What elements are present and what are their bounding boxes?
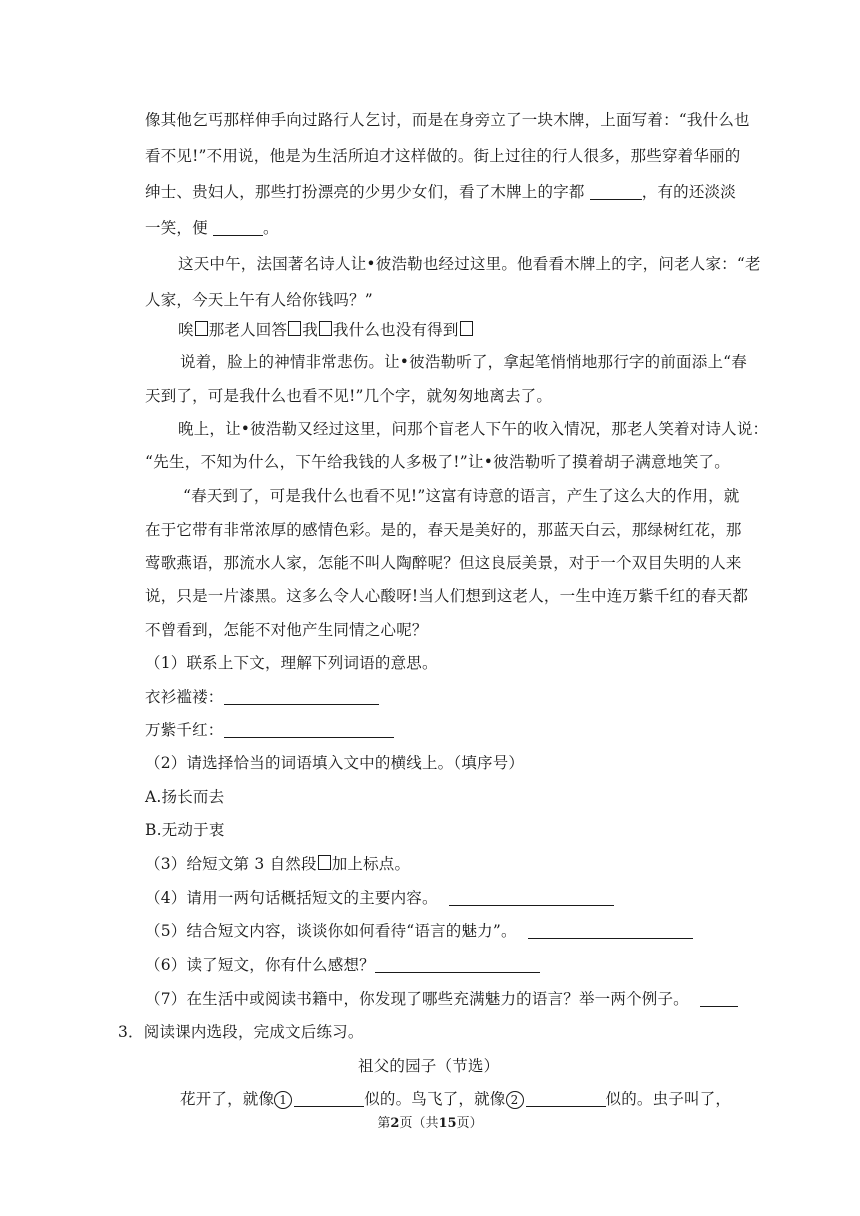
- answer-blank[interactable]: [449, 889, 614, 906]
- blank-2[interactable]: [213, 219, 263, 236]
- answer-blank[interactable]: [375, 956, 540, 973]
- passage-title: 祖父的园子（节选）: [358, 1057, 500, 1075]
- passage-line: 像其他乞丐那样伸手向过路行人乞讨，而是在身旁立了一块木牌，上面写着：“我什么也: [145, 111, 750, 129]
- passage-line: “春天到了，可是我什么也看不见!”这富有诗意的语言，产生了这么大的作用，就: [183, 487, 740, 505]
- answer-blank[interactable]: [700, 990, 738, 1007]
- passage-line: “先生，不知为什么，下午给我钱的人多极了!”让•彼浩勒听了摸着胡子满意地笑了。: [145, 453, 730, 471]
- word-2: 万紫千红：: [145, 720, 394, 740]
- passage-line: 看不见!”不用说，他是为生活所迫才这样做的。街上过往的行人很多，那些穿着华丽的: [145, 147, 741, 165]
- passage-line: 不曾看到，怎能不对他产生同情之心呢？: [145, 621, 428, 639]
- section-3-heading: 3．阅读课内选段，完成文后练习。: [118, 1023, 364, 1041]
- punctuation-box[interactable]: [195, 321, 208, 336]
- answer-blank[interactable]: [528, 922, 693, 939]
- passage-line: 一笑，便 。: [145, 219, 279, 237]
- question-7: （7）在生活中或阅读书籍中，你发现了哪些充满魅力的语言？举一两个例子。: [145, 989, 738, 1009]
- question-4: （4）请用一两句话概括短文的主要内容。: [145, 888, 614, 908]
- answer-blank[interactable]: [224, 721, 394, 738]
- punctuation-box: [318, 855, 331, 870]
- option-b: B.无动于衷: [145, 821, 225, 839]
- question-5: （5）结合短文内容，谈谈你如何看待“语言的魅力”。: [145, 921, 693, 941]
- page-footer: 第2页（共15页）: [377, 1116, 483, 1131]
- passage-line: 晚上，让•彼浩勒又经过这里，问那个盲老人下午的收入情况，那老人笑着对诗人说：: [178, 420, 769, 438]
- answer-blank[interactable]: [224, 688, 379, 705]
- answer-blank[interactable]: [526, 1090, 606, 1107]
- passage-line: 天到了，可是我什么也看不见!”几个字，就匆匆地离去了。: [145, 387, 553, 405]
- passage-line: 人家，今天上午有人给你钱吗？”: [145, 291, 373, 309]
- passage-line: 莺歌燕语，那流水人家，怎能不叫人陶醉呢？但这良辰美景，对于一个双目失明的人来: [145, 554, 742, 572]
- punctuation-box[interactable]: [460, 321, 473, 336]
- circled-number-1: 1: [274, 1091, 292, 1109]
- passage-line: 说，只是一片漆黑。这多么令人心酸呀!当人们想到这老人，一生中连万紫千红的春天都: [145, 587, 749, 605]
- punctuation-box[interactable]: [319, 321, 332, 336]
- word-1: 衣衫褴褛：: [145, 687, 379, 707]
- punctuation-box[interactable]: [288, 321, 301, 336]
- passage-line: 这天中午，法国著名诗人让•彼浩勒也经过这里。他看看木牌上的字，问老人家：“老: [178, 255, 761, 273]
- option-a: A.扬长而去: [145, 788, 225, 806]
- circled-number-2: 2: [506, 1091, 524, 1109]
- blank-1[interactable]: [590, 183, 642, 200]
- question-6: （6）读了短文，你有什么感想？: [145, 955, 540, 975]
- question-2: （2）请选择恰当的词语填入文中的横线上。（填序号）: [145, 754, 525, 772]
- passage-line: 花开了，就像 1 似的。鸟飞了，就像 2 似的。虫子叫了，: [180, 1090, 732, 1108]
- question-1: （1）联系上下文，理解下列词语的意思。: [145, 654, 438, 672]
- question-3: （3）给短文第 3 自然段 加上标点。: [145, 855, 411, 873]
- passage-line: 说着，脸上的神情非常悲伤。让•彼浩勒听了，拿起笔悄悄地那行字的前面添上“春: [180, 353, 747, 371]
- answer-blank[interactable]: [294, 1090, 364, 1107]
- passage-line: 在于它带有非常浓厚的感情色彩。是的，春天是美好的，那蓝天白云，那绿树红花，那: [145, 521, 742, 539]
- punctuation-exercise-line: 唉 那老人回答 我 我什么也没有得到: [178, 320, 474, 340]
- passage-line: 绅士、贵妇人，那些打扮漂亮的少男少女们，看了木牌上的字都 ，有的还淡淡: [145, 183, 736, 201]
